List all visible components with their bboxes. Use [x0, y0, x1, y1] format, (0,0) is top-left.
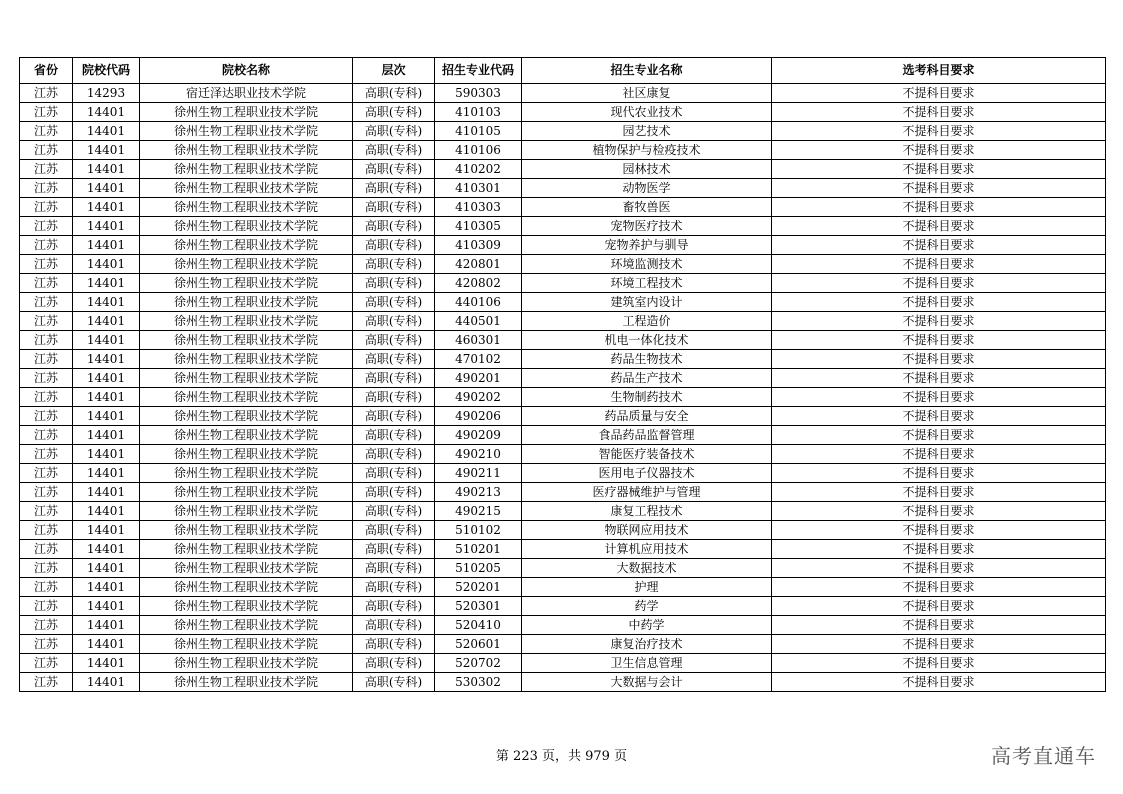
table-row — [20, 597, 1106, 616]
cell-major-code: 420801 — [435, 255, 522, 274]
cell-school-code: 14401 — [73, 350, 140, 369]
table-body — [20, 84, 1106, 692]
cell-subject-requirement: 不提科目要求 — [772, 578, 1106, 597]
cell-subject-requirement: 不提科目要求 — [772, 274, 1106, 293]
cell-major-name: 医疗器械维护与管理 — [522, 483, 772, 502]
admissions-table — [19, 57, 1106, 692]
cell-province: 江苏 — [20, 160, 73, 179]
cell-level: 高职(专科) — [353, 198, 435, 217]
cell-major-name: 护理 — [522, 578, 772, 597]
cell-major-name: 药品质量与安全 — [522, 407, 772, 426]
cell-school-code: 14401 — [73, 540, 140, 559]
table-row — [20, 616, 1106, 635]
cell-school-code: 14401 — [73, 464, 140, 483]
cell-level: 高职(专科) — [353, 616, 435, 635]
header-school-code: 院校代码 — [73, 58, 140, 84]
cell-province: 江苏 — [20, 255, 73, 274]
cell-subject-requirement: 不提科目要求 — [772, 103, 1106, 122]
cell-major-code: 520702 — [435, 654, 522, 673]
cell-province: 江苏 — [20, 103, 73, 122]
cell-level: 高职(专科) — [353, 350, 435, 369]
cell-school-name: 徐州生物工程职业技术学院 — [140, 255, 353, 274]
cell-subject-requirement: 不提科目要求 — [772, 654, 1106, 673]
cell-major-code: 410309 — [435, 236, 522, 255]
cell-major-code: 490213 — [435, 483, 522, 502]
cell-major-name: 大数据技术 — [522, 559, 772, 578]
cell-province: 江苏 — [20, 293, 73, 312]
cell-province: 江苏 — [20, 635, 73, 654]
cell-province: 江苏 — [20, 654, 73, 673]
cell-level: 高职(专科) — [353, 426, 435, 445]
cell-school-code: 14401 — [73, 521, 140, 540]
cell-level: 高职(专科) — [353, 578, 435, 597]
cell-level: 高职(专科) — [353, 597, 435, 616]
table-row — [20, 160, 1106, 179]
cell-subject-requirement: 不提科目要求 — [772, 616, 1106, 635]
table-row — [20, 255, 1106, 274]
table-row — [20, 464, 1106, 483]
cell-level: 高职(专科) — [353, 388, 435, 407]
cell-province: 江苏 — [20, 521, 73, 540]
cell-major-code: 460301 — [435, 331, 522, 350]
cell-major-code: 410303 — [435, 198, 522, 217]
table-row — [20, 369, 1106, 388]
cell-province: 江苏 — [20, 331, 73, 350]
cell-level: 高职(专科) — [353, 654, 435, 673]
table-row — [20, 198, 1106, 217]
cell-subject-requirement: 不提科目要求 — [772, 293, 1106, 312]
cell-school-code: 14401 — [73, 179, 140, 198]
header-major-code: 招生专业代码 — [435, 58, 522, 84]
cell-major-name: 植物保护与检疫技术 — [522, 141, 772, 160]
cell-major-name: 卫生信息管理 — [522, 654, 772, 673]
cell-major-name: 社区康复 — [522, 84, 772, 103]
cell-major-name: 医用电子仪器技术 — [522, 464, 772, 483]
cell-school-code: 14293 — [73, 84, 140, 103]
table-row — [20, 84, 1106, 103]
cell-school-name: 徐州生物工程职业技术学院 — [140, 407, 353, 426]
cell-major-name: 物联网应用技术 — [522, 521, 772, 540]
cell-level: 高职(专科) — [353, 84, 435, 103]
cell-school-name: 徐州生物工程职业技术学院 — [140, 293, 353, 312]
cell-major-name: 中药学 — [522, 616, 772, 635]
cell-subject-requirement: 不提科目要求 — [772, 464, 1106, 483]
cell-school-name: 徐州生物工程职业技术学院 — [140, 236, 353, 255]
cell-school-code: 14401 — [73, 502, 140, 521]
header-subject-requirement: 选考科目要求 — [772, 58, 1106, 84]
cell-province: 江苏 — [20, 388, 73, 407]
cell-province: 江苏 — [20, 407, 73, 426]
table-row — [20, 350, 1106, 369]
cell-major-name: 畜牧兽医 — [522, 198, 772, 217]
header-major-name: 招生专业名称 — [522, 58, 772, 84]
cell-school-code: 14401 — [73, 559, 140, 578]
cell-major-name: 计算机应用技术 — [522, 540, 772, 559]
cell-school-name: 徐州生物工程职业技术学院 — [140, 179, 353, 198]
cell-province: 江苏 — [20, 426, 73, 445]
cell-school-name: 宿迁泽达职业技术学院 — [140, 84, 353, 103]
cell-school-code: 14401 — [73, 293, 140, 312]
cell-major-code: 410106 — [435, 141, 522, 160]
table-row — [20, 445, 1106, 464]
cell-province: 江苏 — [20, 141, 73, 160]
cell-subject-requirement: 不提科目要求 — [772, 84, 1106, 103]
cell-province: 江苏 — [20, 464, 73, 483]
table-row — [20, 483, 1106, 502]
cell-school-name: 徐州生物工程职业技术学院 — [140, 445, 353, 464]
cell-level: 高职(专科) — [353, 559, 435, 578]
cell-level: 高职(专科) — [353, 369, 435, 388]
table-row — [20, 635, 1106, 654]
cell-level: 高职(专科) — [353, 483, 435, 502]
watermark-text: 高考直通车 — [991, 744, 1096, 768]
cell-major-name: 现代农业技术 — [522, 103, 772, 122]
cell-level: 高职(专科) — [353, 122, 435, 141]
cell-level: 高职(专科) — [353, 103, 435, 122]
cell-school-code: 14401 — [73, 407, 140, 426]
cell-major-name: 机电一体化技术 — [522, 331, 772, 350]
cell-subject-requirement: 不提科目要求 — [772, 312, 1106, 331]
cell-major-code: 520410 — [435, 616, 522, 635]
cell-level: 高职(专科) — [353, 331, 435, 350]
cell-subject-requirement: 不提科目要求 — [772, 521, 1106, 540]
cell-school-name: 徐州生物工程职业技术学院 — [140, 331, 353, 350]
cell-province: 江苏 — [20, 540, 73, 559]
cell-major-code: 490211 — [435, 464, 522, 483]
cell-level: 高职(专科) — [353, 635, 435, 654]
cell-subject-requirement: 不提科目要求 — [772, 426, 1106, 445]
cell-level: 高职(专科) — [353, 445, 435, 464]
cell-major-name: 宠物医疗技术 — [522, 217, 772, 236]
cell-subject-requirement: 不提科目要求 — [772, 407, 1106, 426]
cell-subject-requirement: 不提科目要求 — [772, 502, 1106, 521]
cell-school-code: 14401 — [73, 331, 140, 350]
cell-level: 高职(专科) — [353, 274, 435, 293]
cell-major-code: 490206 — [435, 407, 522, 426]
cell-province: 江苏 — [20, 217, 73, 236]
cell-school-name: 徐州生物工程职业技术学院 — [140, 521, 353, 540]
table-row — [20, 293, 1106, 312]
cell-major-code: 410103 — [435, 103, 522, 122]
cell-major-name: 大数据与会计 — [522, 673, 772, 692]
cell-subject-requirement: 不提科目要求 — [772, 597, 1106, 616]
cell-subject-requirement: 不提科目要求 — [772, 350, 1106, 369]
cell-major-name: 宠物养护与驯导 — [522, 236, 772, 255]
table-row — [20, 521, 1106, 540]
cell-level: 高职(专科) — [353, 502, 435, 521]
cell-school-name: 徐州生物工程职业技术学院 — [140, 388, 353, 407]
cell-school-code: 14401 — [73, 122, 140, 141]
header-school-name: 院校名称 — [140, 58, 353, 84]
table-row — [20, 559, 1106, 578]
table-row — [20, 312, 1106, 331]
cell-subject-requirement: 不提科目要求 — [772, 255, 1106, 274]
cell-subject-requirement: 不提科目要求 — [772, 160, 1106, 179]
table-row — [20, 103, 1106, 122]
cell-subject-requirement: 不提科目要求 — [772, 198, 1106, 217]
cell-school-name: 徐州生物工程职业技术学院 — [140, 654, 353, 673]
cell-school-code: 14401 — [73, 312, 140, 331]
cell-major-code: 440501 — [435, 312, 522, 331]
header-row — [20, 58, 1106, 84]
cell-school-code: 14401 — [73, 616, 140, 635]
cell-major-code: 590303 — [435, 84, 522, 103]
cell-level: 高职(专科) — [353, 673, 435, 692]
cell-major-code: 490202 — [435, 388, 522, 407]
cell-school-name: 徐州生物工程职业技术学院 — [140, 540, 353, 559]
cell-level: 高职(专科) — [353, 217, 435, 236]
cell-level: 高职(专科) — [353, 407, 435, 426]
cell-subject-requirement: 不提科目要求 — [772, 483, 1106, 502]
table-row — [20, 217, 1106, 236]
cell-school-name: 徐州生物工程职业技术学院 — [140, 426, 353, 445]
cell-province: 江苏 — [20, 198, 73, 217]
cell-school-code: 14401 — [73, 654, 140, 673]
cell-school-name: 徐州生物工程职业技术学院 — [140, 673, 353, 692]
cell-school-name: 徐州生物工程职业技术学院 — [140, 103, 353, 122]
cell-major-name: 环境工程技术 — [522, 274, 772, 293]
table-row — [20, 654, 1106, 673]
cell-subject-requirement: 不提科目要求 — [772, 236, 1106, 255]
cell-school-code: 14401 — [73, 597, 140, 616]
cell-major-code: 520201 — [435, 578, 522, 597]
cell-school-name: 徐州生物工程职业技术学院 — [140, 122, 353, 141]
cell-major-code: 410305 — [435, 217, 522, 236]
cell-major-code: 490215 — [435, 502, 522, 521]
cell-school-code: 14401 — [73, 217, 140, 236]
cell-school-code: 14401 — [73, 369, 140, 388]
cell-level: 高职(专科) — [353, 236, 435, 255]
cell-school-code: 14401 — [73, 274, 140, 293]
cell-major-name: 药学 — [522, 597, 772, 616]
table-row — [20, 388, 1106, 407]
cell-school-code: 14401 — [73, 635, 140, 654]
table-row — [20, 179, 1106, 198]
cell-level: 高职(专科) — [353, 464, 435, 483]
cell-subject-requirement: 不提科目要求 — [772, 141, 1106, 160]
cell-school-name: 徐州生物工程职业技术学院 — [140, 597, 353, 616]
cell-school-code: 14401 — [73, 103, 140, 122]
cell-province: 江苏 — [20, 84, 73, 103]
cell-province: 江苏 — [20, 616, 73, 635]
table-row — [20, 122, 1106, 141]
cell-level: 高职(专科) — [353, 255, 435, 274]
cell-major-name: 园艺技术 — [522, 122, 772, 141]
cell-major-code: 420802 — [435, 274, 522, 293]
cell-major-name: 康复治疗技术 — [522, 635, 772, 654]
table-row — [20, 141, 1106, 160]
cell-school-name: 徐州生物工程职业技术学院 — [140, 160, 353, 179]
header-province: 省份 — [20, 58, 73, 84]
cell-province: 江苏 — [20, 559, 73, 578]
cell-subject-requirement: 不提科目要求 — [772, 540, 1106, 559]
cell-major-name: 动物医学 — [522, 179, 772, 198]
cell-school-code: 14401 — [73, 160, 140, 179]
cell-level: 高职(专科) — [353, 293, 435, 312]
cell-school-name: 徐州生物工程职业技术学院 — [140, 217, 353, 236]
cell-subject-requirement: 不提科目要求 — [772, 217, 1106, 236]
cell-subject-requirement: 不提科目要求 — [772, 388, 1106, 407]
cell-school-name: 徐州生物工程职业技术学院 — [140, 483, 353, 502]
cell-school-name: 徐州生物工程职业技术学院 — [140, 274, 353, 293]
cell-school-code: 14401 — [73, 483, 140, 502]
cell-major-code: 410301 — [435, 179, 522, 198]
cell-major-name: 康复工程技术 — [522, 502, 772, 521]
cell-level: 高职(专科) — [353, 160, 435, 179]
cell-subject-requirement: 不提科目要求 — [772, 673, 1106, 692]
cell-school-code: 14401 — [73, 255, 140, 274]
cell-school-name: 徐州生物工程职业技术学院 — [140, 369, 353, 388]
cell-school-name: 徐州生物工程职业技术学院 — [140, 616, 353, 635]
cell-major-code: 490201 — [435, 369, 522, 388]
cell-major-code: 470102 — [435, 350, 522, 369]
cell-school-name: 徐州生物工程职业技术学院 — [140, 635, 353, 654]
cell-province: 江苏 — [20, 274, 73, 293]
cell-subject-requirement: 不提科目要求 — [772, 445, 1106, 464]
cell-major-name: 生物制药技术 — [522, 388, 772, 407]
cell-school-name: 徐州生物工程职业技术学院 — [140, 578, 353, 597]
cell-major-code: 510102 — [435, 521, 522, 540]
cell-subject-requirement: 不提科目要求 — [772, 369, 1106, 388]
cell-school-code: 14401 — [73, 426, 140, 445]
table-row — [20, 673, 1106, 692]
cell-province: 江苏 — [20, 236, 73, 255]
cell-subject-requirement: 不提科目要求 — [772, 635, 1106, 654]
cell-province: 江苏 — [20, 122, 73, 141]
cell-province: 江苏 — [20, 312, 73, 331]
table-row — [20, 540, 1106, 559]
cell-school-name: 徐州生物工程职业技术学院 — [140, 141, 353, 160]
cell-school-code: 14401 — [73, 388, 140, 407]
cell-subject-requirement: 不提科目要求 — [772, 331, 1106, 350]
cell-school-name: 徐州生物工程职业技术学院 — [140, 198, 353, 217]
cell-major-code: 510205 — [435, 559, 522, 578]
cell-major-code: 410105 — [435, 122, 522, 141]
cell-major-code: 490209 — [435, 426, 522, 445]
cell-major-name: 智能医疗装备技术 — [522, 445, 772, 464]
table-row — [20, 502, 1106, 521]
table-row — [20, 236, 1106, 255]
table-row — [20, 426, 1106, 445]
cell-major-code: 530302 — [435, 673, 522, 692]
cell-level: 高职(专科) — [353, 521, 435, 540]
cell-subject-requirement: 不提科目要求 — [772, 122, 1106, 141]
cell-province: 江苏 — [20, 350, 73, 369]
cell-province: 江苏 — [20, 673, 73, 692]
cell-major-name: 工程造价 — [522, 312, 772, 331]
cell-province: 江苏 — [20, 483, 73, 502]
cell-major-name: 园林技术 — [522, 160, 772, 179]
cell-major-name: 建筑室内设计 — [522, 293, 772, 312]
cell-major-name: 食品药品监督管理 — [522, 426, 772, 445]
cell-school-name: 徐州生物工程职业技术学院 — [140, 350, 353, 369]
cell-school-code: 14401 — [73, 445, 140, 464]
table-row — [20, 331, 1106, 350]
cell-province: 江苏 — [20, 578, 73, 597]
cell-subject-requirement: 不提科目要求 — [772, 559, 1106, 578]
table-row — [20, 578, 1106, 597]
cell-level: 高职(专科) — [353, 312, 435, 331]
cell-school-name: 徐州生物工程职业技术学院 — [140, 502, 353, 521]
cell-subject-requirement: 不提科目要求 — [772, 179, 1106, 198]
cell-major-name: 药品生物技术 — [522, 350, 772, 369]
cell-province: 江苏 — [20, 445, 73, 464]
cell-province: 江苏 — [20, 369, 73, 388]
cell-major-code: 440106 — [435, 293, 522, 312]
cell-school-code: 14401 — [73, 578, 140, 597]
cell-major-code: 490210 — [435, 445, 522, 464]
cell-province: 江苏 — [20, 179, 73, 198]
table-row — [20, 274, 1106, 293]
page-number: 第 223 页，共 979 页 — [495, 749, 628, 764]
cell-school-name: 徐州生物工程职业技术学院 — [140, 464, 353, 483]
cell-province: 江苏 — [20, 597, 73, 616]
cell-major-name: 环境监测技术 — [522, 255, 772, 274]
cell-level: 高职(专科) — [353, 179, 435, 198]
cell-school-name: 徐州生物工程职业技术学院 — [140, 559, 353, 578]
cell-major-code: 410202 — [435, 160, 522, 179]
cell-major-code: 520601 — [435, 635, 522, 654]
cell-major-code: 520301 — [435, 597, 522, 616]
table-row — [20, 407, 1106, 426]
cell-province: 江苏 — [20, 502, 73, 521]
cell-school-name: 徐州生物工程职业技术学院 — [140, 312, 353, 331]
cell-major-code: 510201 — [435, 540, 522, 559]
cell-school-code: 14401 — [73, 236, 140, 255]
cell-major-name: 药品生产技术 — [522, 369, 772, 388]
cell-level: 高职(专科) — [353, 141, 435, 160]
cell-school-code: 14401 — [73, 673, 140, 692]
header-level: 层次 — [353, 58, 435, 84]
cell-school-code: 14401 — [73, 198, 140, 217]
cell-level: 高职(专科) — [353, 540, 435, 559]
cell-school-code: 14401 — [73, 141, 140, 160]
